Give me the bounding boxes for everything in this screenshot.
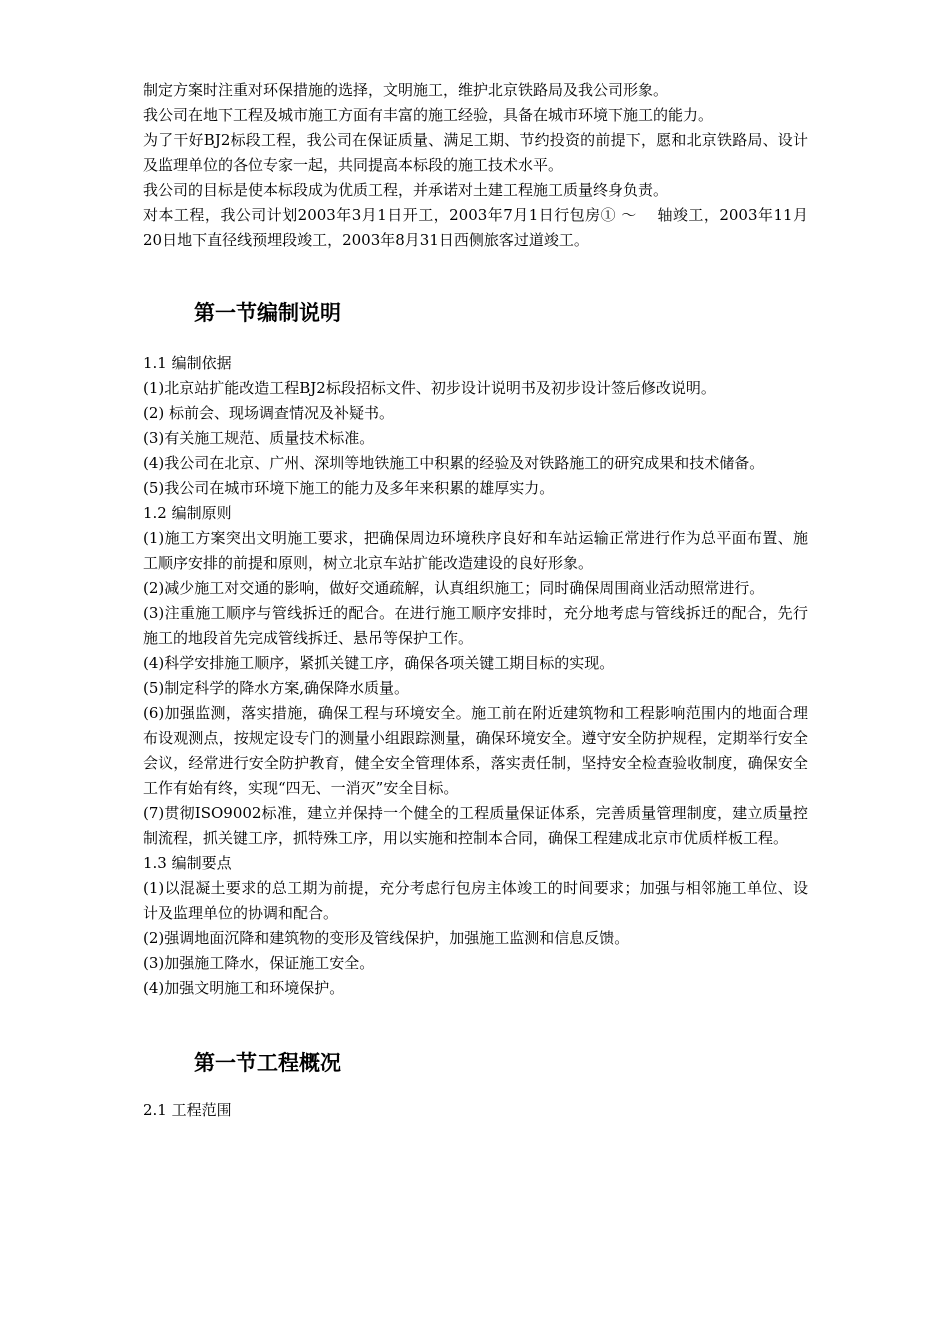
- document-body: [143, 78, 808, 1123]
- section-title-overview: 第一节工程概况: [194, 1051, 341, 1075]
- intro-paragraph: 我公司在地下工程及城市施工方面有丰富的施工经验，具备在城市环境下施工的能力。: [143, 106, 714, 124]
- list-item: (5)我公司在城市环境下施工的能力及多年来积累的雄厚实力。: [143, 479, 555, 497]
- intro-paragraphs: [143, 78, 808, 253]
- list-item: (4)加强文明施工和环境保护。: [143, 979, 345, 997]
- list-item: (2)强调地面沉降和建筑物的变形及管线保护，加强施工监测和信息反馈。: [143, 929, 630, 947]
- list-item: (6)加强监测，落实措施，确保工程与环境安全。施工前在附近建筑物和工程影响范围内的地面合理布设观测点，按规定设专门的测量小组跟踪测量，确保环境安全。遵守安全防护规程，定期举行安全会议，经常进行安全防护教育，健全安全管理体系，落实责任制，坚持安全检查验收制度，确保安全工作有始有终，实现“四无、一消灭”安全目标。: [143, 704, 808, 797]
- list-item: (1)施工方案突出文明施工要求，把确保周边环境秩序良好和车站运输正常进行作为总平面布置、施工顺序安排的前提和原则，树立北京车站扩能改造建设的良好形象。: [143, 529, 808, 572]
- subsection-2-1: [143, 1098, 808, 1123]
- list-item: (3)加强施工降水，保证施工安全。: [143, 954, 375, 972]
- list-item: (2) 标前会、现场调查情况及补疑书。: [143, 404, 395, 422]
- list-item: (1)北京站扩能改造工程BJ2标段招标文件、初步设计说明书及初步设计签后修改说明。: [143, 379, 716, 397]
- list-item: (4)科学安排施工顺序，紧抓关键工序，确保各项关键工期目标的实现。: [143, 654, 615, 672]
- subsection-heading: 1.1 编制依据: [143, 354, 232, 372]
- intro-paragraph: 我公司的目标是使本标段成为优质工程，并承诺对土建工程施工质量终身负责。: [143, 181, 669, 199]
- intro-paragraph: 对本工程，我公司计划2003年3月1日开工，2003年7月1日行包房① ～ 轴竣工，2003年11月20日地下直径线预埋段竣工，2003年8月31日西侧旅客过道竣工。: [143, 206, 808, 249]
- intro-paragraph: 为了干好BJ2标段工程，我公司在保证质量、满足工期、节约投资的前提下，愿和北京铁路局、设计及监理单位的各位专家一起，共同提高本标段的施工技术水平。: [143, 131, 808, 174]
- subsection-1-1: [143, 351, 808, 501]
- list-item: (7)贯彻ISO9002标准，建立并保持一个健全的工程质量保证体系，完善质量管理制度，建立质量控制流程，抓关键工序，抓特殊工序，用以实施和控制本合同，确保工程建成北京市优质样板工程。: [143, 804, 808, 847]
- list-item: (2)减少施工对交通的影响，做好交通疏解，认真组织施工；同时确保周围商业活动照常进行。: [143, 579, 765, 597]
- subsection-1-3: [143, 851, 808, 1001]
- list-item: (1)以混凝土要求的总工期为前提，充分考虑行包房主体竣工的时间要求；加强与相邻施工单位、设计及监理单位的协调和配合。: [143, 879, 808, 922]
- list-item: (3)有关施工规范、质量技术标准。: [143, 429, 375, 447]
- subsection-heading: 1.2 编制原则: [143, 504, 232, 522]
- subsection-1-2: [143, 501, 808, 851]
- subsection-heading: 1.3 编制要点: [143, 854, 232, 872]
- subsection-heading: 2.1 工程范围: [143, 1101, 232, 1119]
- intro-paragraph: 制定方案时注重对环保措施的选择，文明施工，维护北京铁路局及我公司形象。: [143, 81, 669, 99]
- list-item: (3)注重施工顺序与管线拆迁的配合。在进行施工顺序安排时，充分地考虑与管线拆迁的配合，先行施工的地段首先完成管线拆迁、悬吊等保护工作。: [143, 604, 808, 647]
- section-title-compilation: 第一节编制说明: [194, 301, 341, 325]
- list-item: (4)我公司在北京、广州、深圳等地铁施工中积累的经验及对铁路施工的研究成果和技术储备。: [143, 454, 765, 472]
- list-item: (5)制定科学的降水方案,确保降水质量。: [143, 679, 410, 697]
